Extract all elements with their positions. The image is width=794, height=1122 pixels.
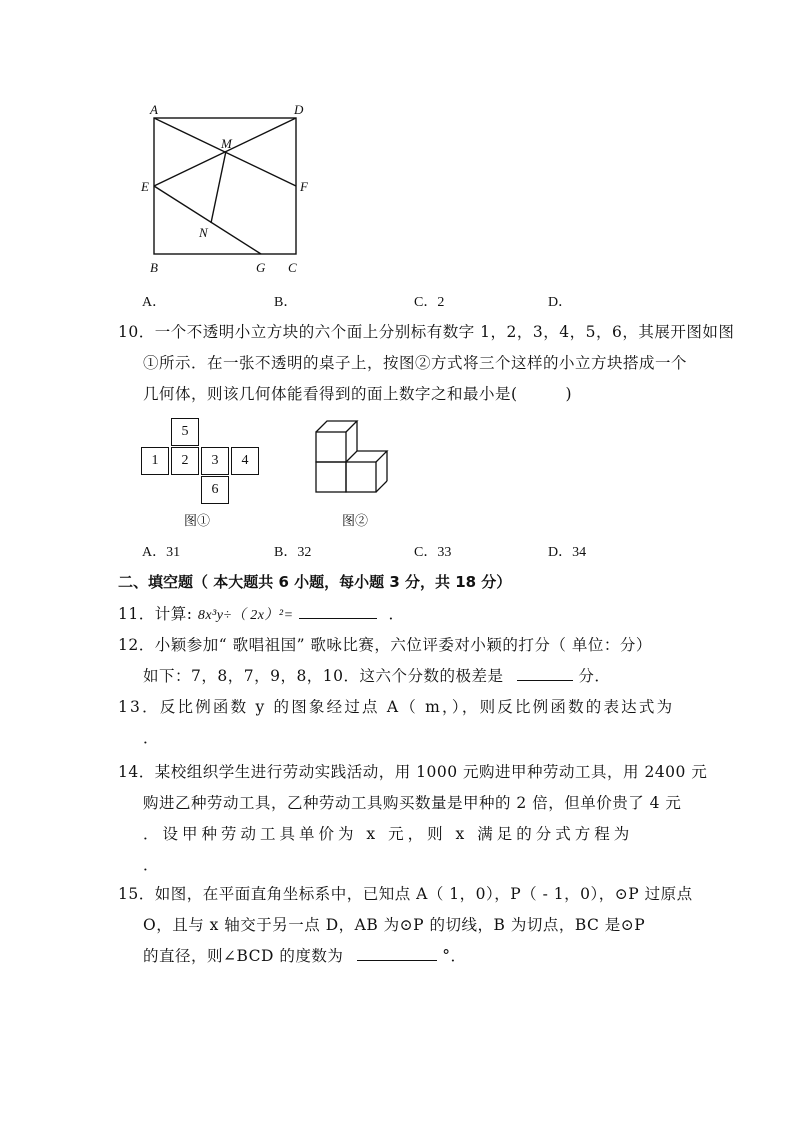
cube-stack-figure: [310, 415, 395, 495]
q12-suffix: 分．: [578, 667, 611, 685]
net-face-6: 6: [201, 476, 229, 504]
q15-line-3: [143, 944, 467, 966]
point-n-label: N: [199, 225, 208, 240]
q10-option-a[interactable]: A．31: [142, 545, 181, 560]
net-face-2: 2: [171, 447, 199, 475]
q15-answer-blank[interactable]: [357, 946, 437, 961]
q12-line-1: 12．小颖参加“ 歌唱祖国” 歌咏比赛，六位评委对小颖的打分（ 单位：分）: [118, 636, 652, 654]
q14-line-4: ．: [143, 856, 160, 874]
q15-text: 的直径，则∠BCD 的度数为: [143, 947, 344, 965]
q15-line-2: O，且与 x 轴交于另一点 D，AB 为⊙P 的切线，B 为切点，BC 是⊙P: [143, 916, 646, 934]
q13-line-1: 13．反比例函数 y 的图象经过点 A（ m，），则反比例函数的表达式为: [118, 698, 675, 716]
q11-suffix: ．: [388, 605, 405, 623]
q9-option-b[interactable]: B．: [274, 295, 298, 310]
q14-line-1: 14．某校组织学生进行劳动实践活动，用 1000 元购进甲种劳动工具，用 2400 元: [118, 763, 708, 781]
net-face-1: 1: [141, 447, 169, 475]
figure-2-caption: 图②: [342, 513, 369, 528]
section-title: 二、填空题（ 本大题共 6 小题，每小题 3 分，共 18 分）: [118, 573, 512, 591]
q12-text: 如下：7，8，7，9，8，10．这六个分数的极差是: [143, 667, 504, 685]
q10-option-d[interactable]: D．34: [548, 545, 587, 560]
segment-mn: [211, 151, 226, 223]
q11-answer-blank[interactable]: [299, 604, 377, 619]
point-f-label: F: [300, 179, 308, 194]
point-c-label: C: [288, 260, 297, 275]
q10-line-3: 几何体，则该几何体能看得到的面上数字之和最小是( ): [143, 385, 573, 403]
net-face-4: 4: [231, 447, 259, 475]
q10-option-c[interactable]: C．33: [414, 545, 452, 560]
q13-line-2: ．: [143, 729, 160, 747]
q9-option-d[interactable]: D．: [548, 295, 573, 310]
q12-answer-blank[interactable]: [517, 666, 573, 681]
point-e-label: E: [141, 179, 149, 194]
q10-line-1: 10．一个不透明小立方块的六个面上分别标有数字 1，2，3，4，5，6，其展开图如图: [118, 323, 735, 341]
q15-suffix: °．: [442, 947, 467, 965]
point-g-label: G: [256, 260, 266, 275]
q11: [118, 602, 404, 624]
q14-line-3: ．设甲种劳动工具单价为 x 元，则 x 满足的分式方程为: [143, 825, 634, 843]
point-m-label: M: [221, 136, 232, 151]
segment-eg: [154, 186, 261, 254]
q12-line-2: [143, 664, 610, 686]
q11-expression: 8x³y÷（ 2x）²=: [197, 608, 294, 623]
net-face-5: 5: [171, 418, 199, 446]
q11-prefix: 11．计算:: [118, 605, 193, 623]
point-a-label: A: [150, 102, 158, 117]
q9-option-c[interactable]: C．2: [414, 295, 445, 310]
net-face-3: 3: [201, 447, 229, 475]
q15-line-1: 15．如图，在平面直角坐标系中，已知点 A（ 1，0），P（ - 1，0），⊙P 过原点: [118, 885, 693, 903]
point-b-label: B: [150, 260, 158, 275]
q9-option-a[interactable]: A．: [142, 295, 167, 310]
figure-1-caption: 图①: [184, 513, 211, 528]
point-d-label: D: [294, 102, 304, 117]
q14-line-2: 购进乙种劳动工具，乙种劳动工具购买数量是甲种的 2 倍，但单价贵了 4 元: [143, 794, 682, 812]
q10-line-2: ①所示．在一张不透明的桌子上，按图②方式将三个这样的小立方块搭成一个: [143, 354, 688, 372]
q10-option-b[interactable]: B．32: [274, 545, 312, 560]
